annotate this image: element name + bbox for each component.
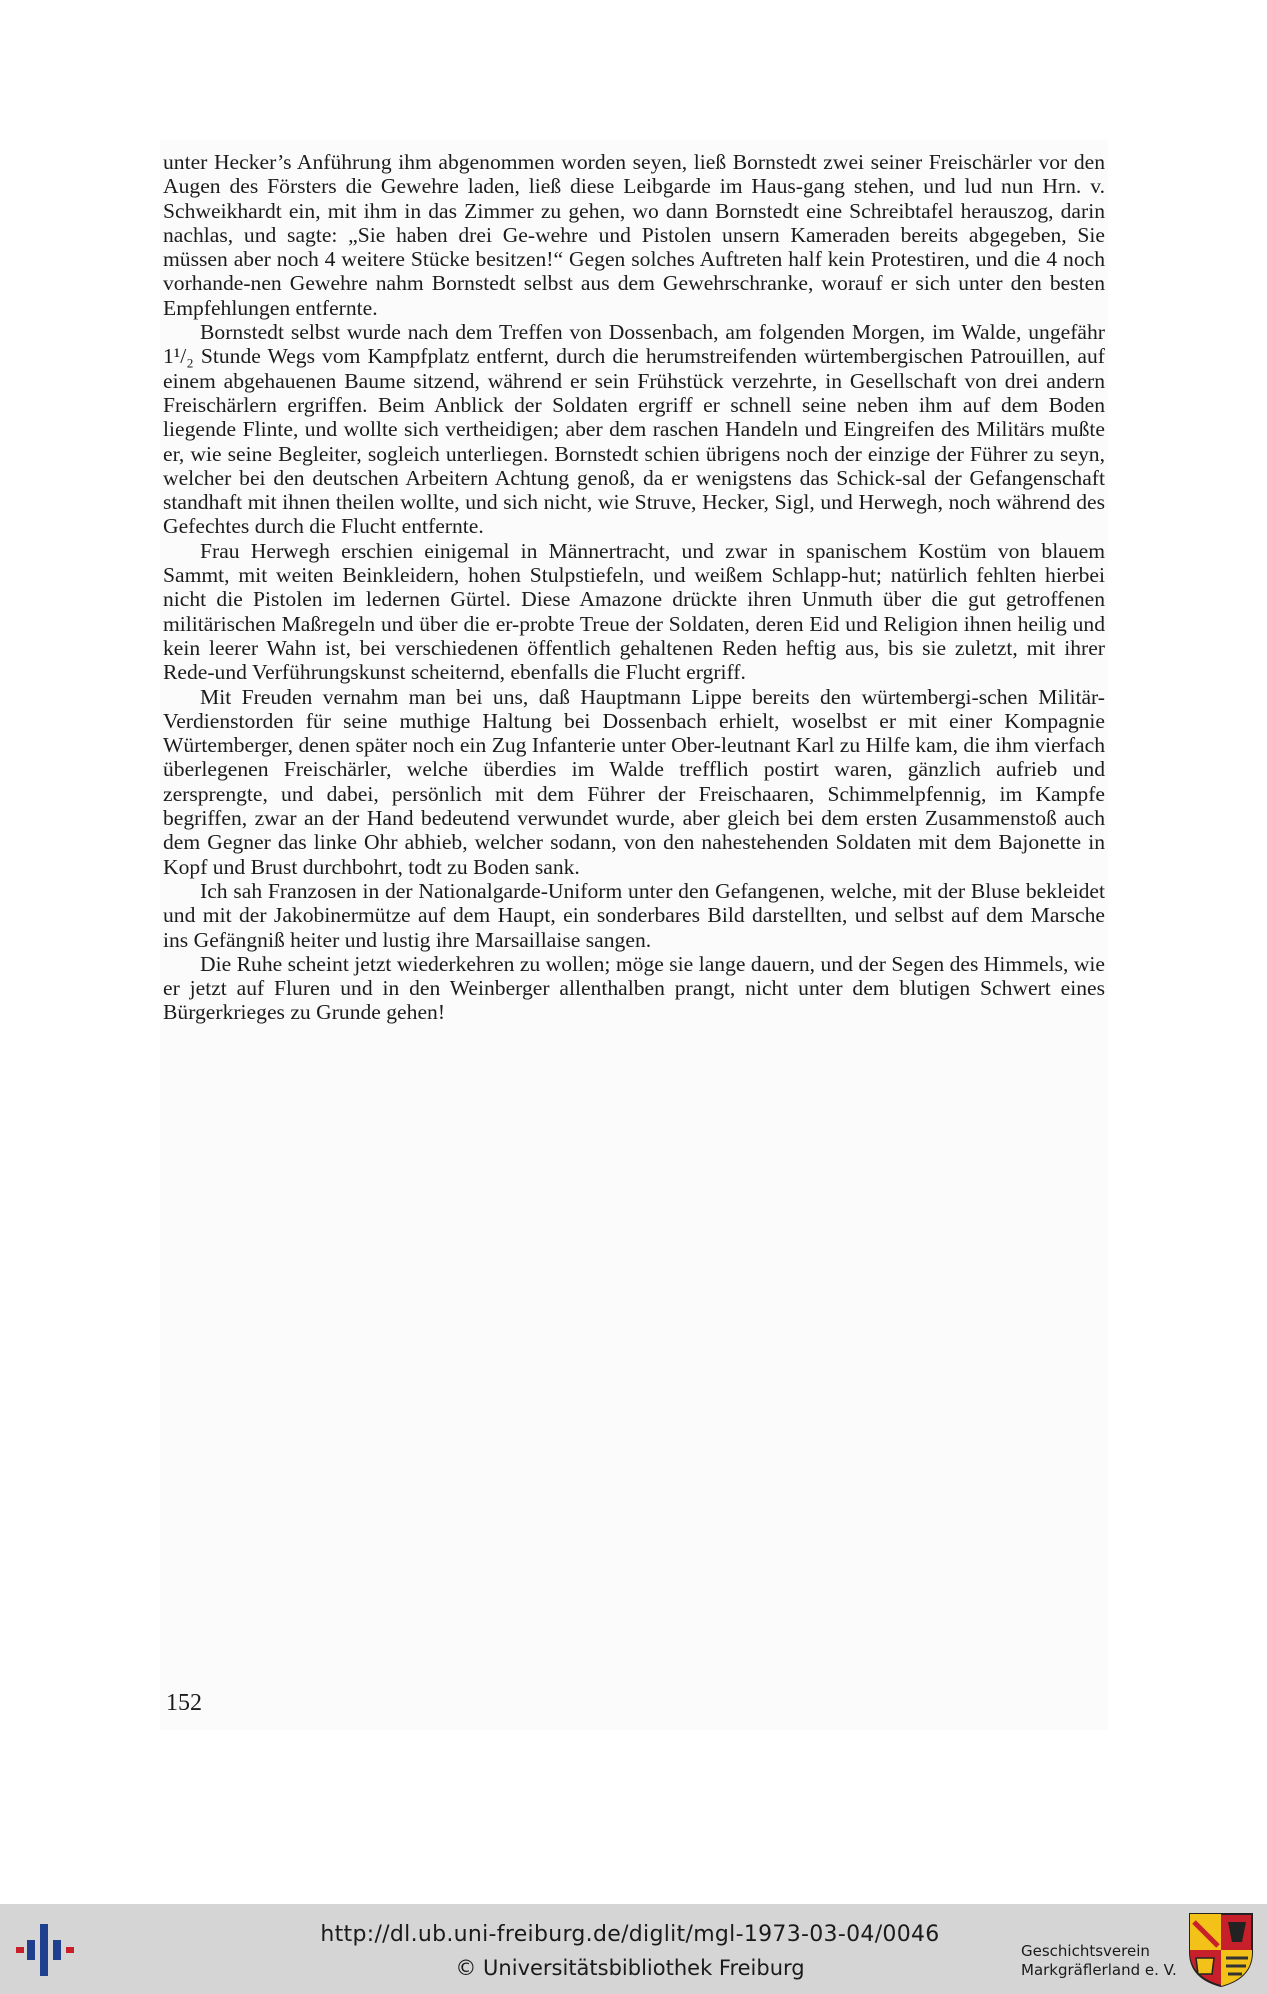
society-name [1021,1942,1177,1980]
paragraph: Frau Herwegh erschien einigemal in Männertracht, und zwar in spanischem Kostüm von blauem Sammt, mit weiten Beinkleidern, hohen Stulpstiefeln, und weißem Schlapp-hut; natürlich fehlten hierbei nicht die Pistolen im ledernen Gürtel. Diese Amazone drückte ihren Unmuth über die gut getroffenen militärischen Maßregeln und über die er-probte Treue der Soldaten, deren Eid und Religion ihnen heilig und kein leerer Wahn ist, bei verschiedenen öffentlich gehaltenen Reden heftig aus, bis sie zuletzt, mit ihrer Rede-und Verführungskunst scheiternd, ebenfalls die Flucht ergriff. [163,538,1105,685]
paragraph: unter Hecker’s Anführung ihm abgenommen worden seyen, ließ Bornstedt zwei seiner Freischärler vor den Augen des Försters die Gewehre laden, ließ diese Leibgarde im Haus-gang stehen, und lud nun Hrn. v. Schweikhardt ein, mit ihm in das Zimmer zu gehen, wo dann Bornstedt eine Schreibtafel herauszog, darin nachlas, und sagte: „Sie haben drei Ge-wehre und Pistolen unsern Kameraden bereits abgegeben, Sie müssen aber noch 4 weitere Stücke besitzen!“ Gegen solches Auftreten half kein Protestiren, und die 4 noch vorhande-nen Gewehre nahm Bornstedt selbst aus dem Gewehrschranke, worauf er sich unter den besten Empfehlungen entfernte. [163,150,1105,320]
page-number: 152 [166,1690,202,1716]
society-line: Markgräflerland e. V. [1021,1961,1177,1979]
paragraph: Die Ruhe scheint jetzt wiederkehren zu wollen; möge sie lange dauern, und der Segen des Himmels, wie er jetzt auf Fluren und in den Weinberger allenthalben prangt, nicht unter dem blutigen Schwert eines Bürgerkrieges zu Grunde gehen! [163,951,1105,1025]
paragraph: Bornstedt selbst wurde nach dem Treffen von Dossenbach, am folgenden Morgen, im Walde, ungefähr 1¹/₂ Stunde Wegs vom Kampfplatz entfernt, durch die herumstreifenden würtembergischen Patrouillen, auf einem abgehauenen Baume sitzend, während er sein Frühstück verzehrte, in Gesellschaft von drei andern Freischärlern ergriffen. Beim Anblick der Soldaten ergriff er schnell seine neben ihm auf dem Boden liegende Flinte, und wollte sich vertheidigen; aber dem raschen Handeln und Eingreifen des Militärs mußte er, wie seine Begleiter, sogleich unterliegen. Bornstedt schien übrigens noch der einzige der Führer zu seyn, welcher bei den deutschen Arbeitern Achtung genoß, da er wenigstens das Schick-sal der Gefangenschaft standhaft mit ihnen theilen wollte, und sich nicht, wie Struve, Hecker, Sigl, und Herwegh, noch während des Gefechtes durch die Flucht entfernte. [163,320,1105,539]
paragraph: Ich sah Franzosen in der Nationalgarde-Uniform unter den Gefangenen, welche, mit der Bluse bekleidet und mit der Jakobinermütze auf dem Haupt, ein sonderbares Bild darstellten, und selbst auf dem Marsche ins Gefängniß heiter und lustig ihre Marsaillaise sangen. [163,878,1105,952]
society-line: Geschichtsverein [1021,1942,1150,1960]
page-text [163,150,1105,1025]
copyright-text: © Universitätsbibliothek Freiburg [455,1956,805,1980]
paragraph: Mit Freuden vernahm man bei uns, daß Hauptmann Lippe bereits den würtembergi-schen Militär-Verdienstorden für seine muthige Haltung bei Dossenbach erhielt, woselbst er mit einer Kompagnie Würtemberger, denen später noch ein Zug Infanterie unter Ober-leutnant Karl zu Hilfe kam, die ihm vierfach überlegenen Freischärler, welche überdies im Walde trefflich postirt waren, gänzlich aufrieb und zersprengte, und dabei, persönlich mit dem Führer der Freischaaren, Schimmelpfennig, im Kampfe begriffen, zwar an der Hand bedeutend verwundet wurde, aber gleich bei dem ersten Zusammenstoß auch dem Gegner das linke Ohr abhieb, welcher sodann, von den nahestehenden Soldaten mit dem Bajonette in Kopf und Brust durchbohrt, todt zu Boden sank. [163,684,1105,879]
permalink-url[interactable]: http://dl.ub.uni-freiburg.de/diglit/mgl-1973-03-04/0046 [320,1922,940,1947]
ub-freiburg-logo-icon[interactable] [16,1920,80,1980]
footer-bar [0,1904,1267,1994]
coat-of-arms-icon[interactable] [1188,1912,1254,1988]
